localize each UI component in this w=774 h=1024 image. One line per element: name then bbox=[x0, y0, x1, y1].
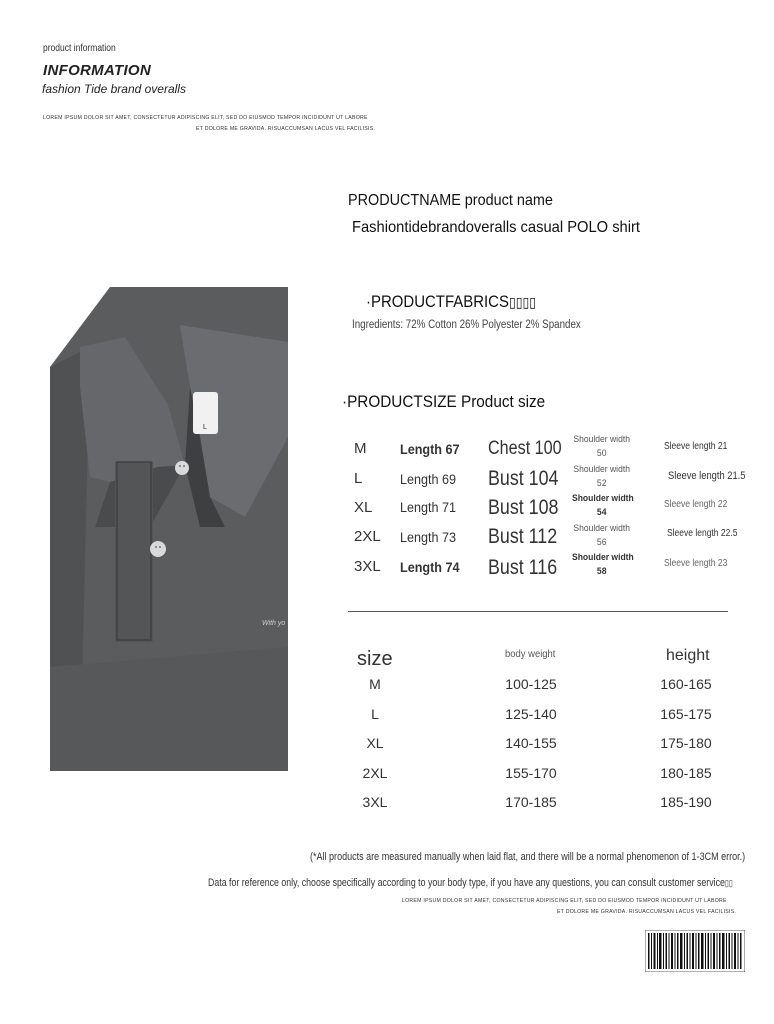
length-value: Length 73 bbox=[400, 529, 457, 545]
shoulder-width: Shoulder width 50 bbox=[573, 434, 630, 459]
sleeve-length: Sleeve length 22.5 bbox=[667, 528, 738, 539]
sleeve-length: Sleeve length 23 bbox=[664, 558, 728, 569]
sleeve-length: Sleeve length 21.5 bbox=[668, 470, 746, 482]
size-code: M bbox=[354, 440, 367, 457]
chest-value: Chest 100 bbox=[488, 438, 562, 459]
length-value: Length 69 bbox=[400, 471, 457, 487]
product-fabrics-value: Ingredients: 72% Cotton 26% Polyester 2% Spandex bbox=[352, 319, 581, 331]
fit-height: 160-165 bbox=[660, 676, 712, 692]
size-code: XL bbox=[354, 499, 373, 516]
header-lorem-line1: LOREM IPSUM DOLOR SIT AMET, CONSECTETUR ADIPISCING ELIT, SED DO EIUSMOD TEMPOR INCIDIDUNT UT LABORE bbox=[43, 115, 368, 121]
fit-height: 175-180 bbox=[660, 735, 712, 751]
product-name-label: PRODUCTNAME product name bbox=[348, 192, 553, 209]
product-name-value: Fashiontidebrandoveralls casual POLO shirt bbox=[352, 219, 641, 236]
chest-value: Bust 108 bbox=[488, 496, 559, 519]
fit-size: 2XL bbox=[362, 765, 388, 781]
chest-value: Bust 112 bbox=[488, 525, 558, 548]
fit-height: 165-175 bbox=[660, 706, 712, 722]
fit-size: M bbox=[369, 676, 381, 692]
fit-size: L bbox=[371, 706, 379, 722]
fit-header-height: height bbox=[666, 647, 710, 664]
polo-shirt-image bbox=[50, 287, 288, 771]
fit-height: 180-185 bbox=[660, 765, 712, 781]
product-size-label: ·PRODUCTSIZE Product size bbox=[342, 392, 546, 411]
footer-lorem-line2: ET DOLORE ME GRAVIDA. RISUACCUMSAN LACUS VEL FACILISIS. bbox=[557, 909, 737, 915]
fit-size: 3XL bbox=[362, 794, 388, 810]
fit-weight: 125-140 bbox=[505, 706, 557, 722]
fit-weight: 170-185 bbox=[505, 794, 557, 810]
header-lorem-line2: ET DOLORE ME GRAVIDA. RISUACCUMSAN LACUS VEL FACILISIS. bbox=[196, 126, 376, 132]
fit-header-size: size bbox=[357, 648, 393, 670]
size-code: 3XL bbox=[354, 558, 381, 575]
fit-size: XL bbox=[366, 735, 384, 751]
header-title: INFORMATION bbox=[43, 62, 152, 79]
shoulder-width: Shoulder width 58 bbox=[572, 552, 634, 577]
fit-height: 185-190 bbox=[660, 794, 712, 810]
product-fabrics-label: ·PRODUCTFABRICS▯▯▯▯ bbox=[366, 292, 537, 311]
header-small-label: product information bbox=[43, 43, 116, 54]
shoulder-width: Shoulder width 54 bbox=[572, 493, 634, 518]
fit-weight: 100-125 bbox=[505, 676, 557, 692]
size-code: L bbox=[354, 470, 363, 487]
sleeve-length: Sleeve length 21 bbox=[664, 441, 728, 452]
footer-lorem-line1: LOREM IPSUM DOLOR SIT AMET, CONSECTETUR ADIPISCING ELIT, SED DO EIUSMOD TEMPOR INCIDIDUNT UT LABORE bbox=[402, 898, 727, 904]
fit-weight: 155-170 bbox=[505, 765, 557, 781]
section-divider bbox=[348, 611, 728, 612]
length-value: Length 71 bbox=[400, 499, 457, 515]
shoulder-width: Shoulder width 52 bbox=[573, 464, 630, 489]
measurement-note: (*All products are measured manually when laid flat, and there will be a normal phenomenon of 1-3CM error.) bbox=[310, 851, 746, 863]
chest-value: Bust 116 bbox=[488, 556, 558, 579]
header-subtitle: fashion Tide brand overalls bbox=[42, 82, 186, 96]
reference-note: Data for reference only, choose specifically according to your body type, if you have any questions, you can consult customer service▯▯ bbox=[208, 877, 733, 889]
chest-value: Bust 104 bbox=[488, 467, 559, 490]
shoulder-width: Shoulder width 56 bbox=[573, 523, 630, 548]
sleeve-length: Sleeve length 22 bbox=[664, 499, 728, 510]
fit-header-weight: body weight bbox=[505, 648, 556, 660]
barcode-icon bbox=[645, 930, 745, 972]
tag-letter: L bbox=[203, 424, 207, 431]
size-code: 2XL bbox=[354, 528, 381, 545]
length-value: Length 74 bbox=[400, 559, 460, 575]
shirt-print-text: With yo bbox=[262, 620, 286, 627]
product-photo bbox=[50, 287, 288, 771]
length-value: Length 67 bbox=[400, 441, 460, 457]
fit-weight: 140-155 bbox=[505, 735, 557, 751]
